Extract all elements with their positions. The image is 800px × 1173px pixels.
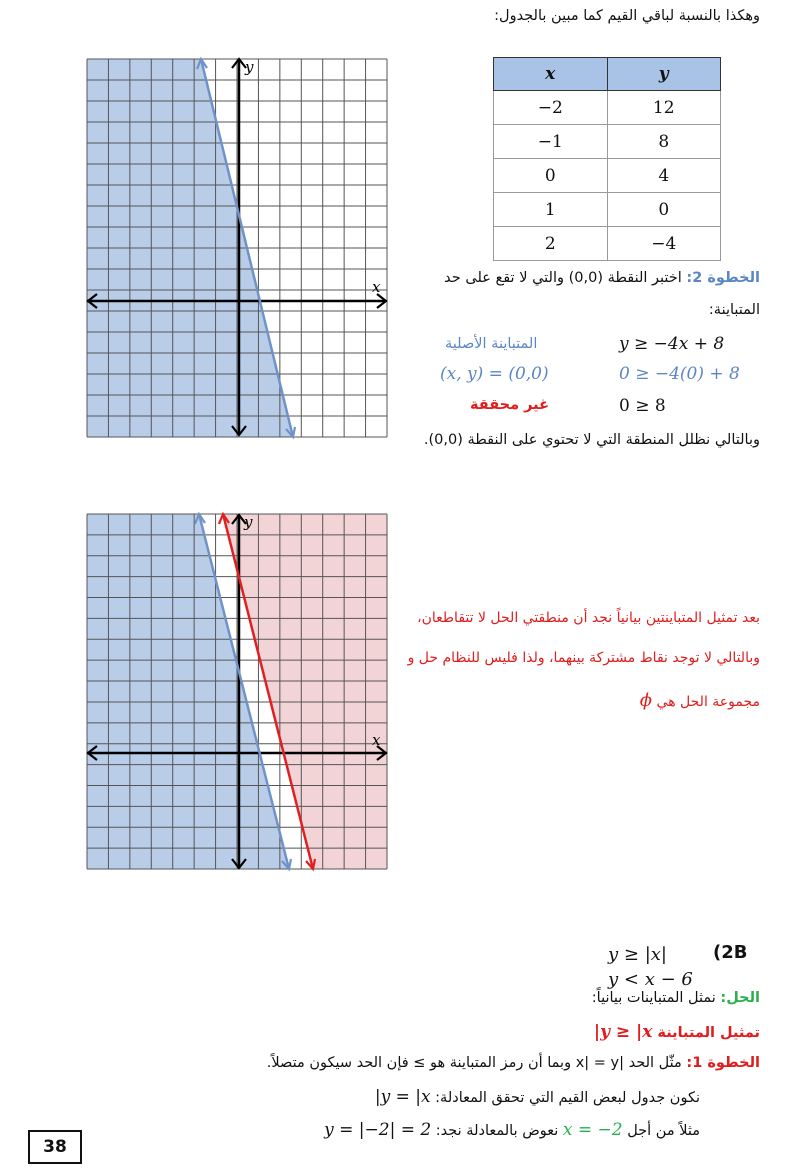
graph-system [80,511,392,873]
graph-heading: تمثيل المتباينة y ≥ |x| [593,1022,760,1042]
graph-heading-math: y ≥ |x| [593,1022,653,1042]
explanation-line1: بعد تمثيل المتباينتين بيانياً نجد أن منطقتي الحل لا تتقاطعان، [417,610,760,626]
intro-text: وهكذا بالنسبة لباقي القيم كما مبين بالجدول: [494,8,760,24]
solution-text: نمثل المتباينات بيانياً: [591,990,716,1006]
y-axis-label: y [245,58,254,76]
problem-number: (2B [713,942,748,963]
original-note: المتباينة الأصلية [445,336,538,352]
table-row: 2 −4 [494,227,721,261]
x-axis-label: x [372,278,381,296]
solution-label: الحل: [720,990,760,1006]
explanation-line3: مجموعة الحل هي ϕ [639,690,760,711]
table-header-x: x [494,58,608,91]
step2-text2: المتباينة: [708,302,760,318]
page-number: 38 [28,1130,82,1164]
inequality-2: y < x − 6 [608,969,693,990]
example-x-value: x = −2 [562,1120,623,1140]
table-line: نكون جدول لبعض القيم التي تحقق المعادلة: y = |x| [374,1087,700,1107]
solution-line [592,990,760,1006]
table-line-math: y = |x| [374,1087,431,1107]
values-table [493,57,721,261]
step2-text: اختبر النقطة (0,0) والتي لا تقع على حد [444,270,682,286]
step2-line [380,270,760,286]
not-satisfied: غير محققة [470,397,549,413]
step2-label: الخطوة 2: [686,270,760,286]
step1-line [267,1055,760,1071]
table-header-y: y [607,58,721,91]
inequality-1: y ≥ |x| [608,944,667,965]
graph-step2 [80,50,392,442]
step1-text: مثّل الحد |x| = y وبما أن رمز المتباينة هو ≥ فإن الحد سيكون متصلاً. [266,1055,682,1071]
step2-conclusion: وبالتالي نظلل المنطقة التي لا تحتوي على النقطة (0,0). [423,432,760,448]
original-inequality: y ≥ −4x + 8 [619,334,725,354]
table-row: −1 8 [494,125,721,159]
x-axis-label: x [372,731,381,749]
substitution: 0 ≥ −4(0) + 8 [619,364,740,384]
step1-label: الخطوة 1: [686,1055,760,1071]
y-axis-label: y [244,513,253,531]
result: 0 ≥ 8 [619,396,666,416]
table-row: 1 0 [494,193,721,227]
table-row: −2 12 [494,91,721,125]
explanation-line2: وبالتالي لا توجد نقاط مشتركة بينهما، ولذا فليس للنظام حل و [407,650,760,666]
empty-set-symbol: ϕ [639,690,653,711]
example-line: مثلاً من أجل x = −2 نعوض بالمعادلة نجد: y = |−2| = 2 [324,1120,700,1140]
test-point: (x, y) = (0,0) [440,364,549,384]
table-row: 0 4 [494,159,721,193]
example-math: y = |−2| = 2 [324,1120,432,1140]
